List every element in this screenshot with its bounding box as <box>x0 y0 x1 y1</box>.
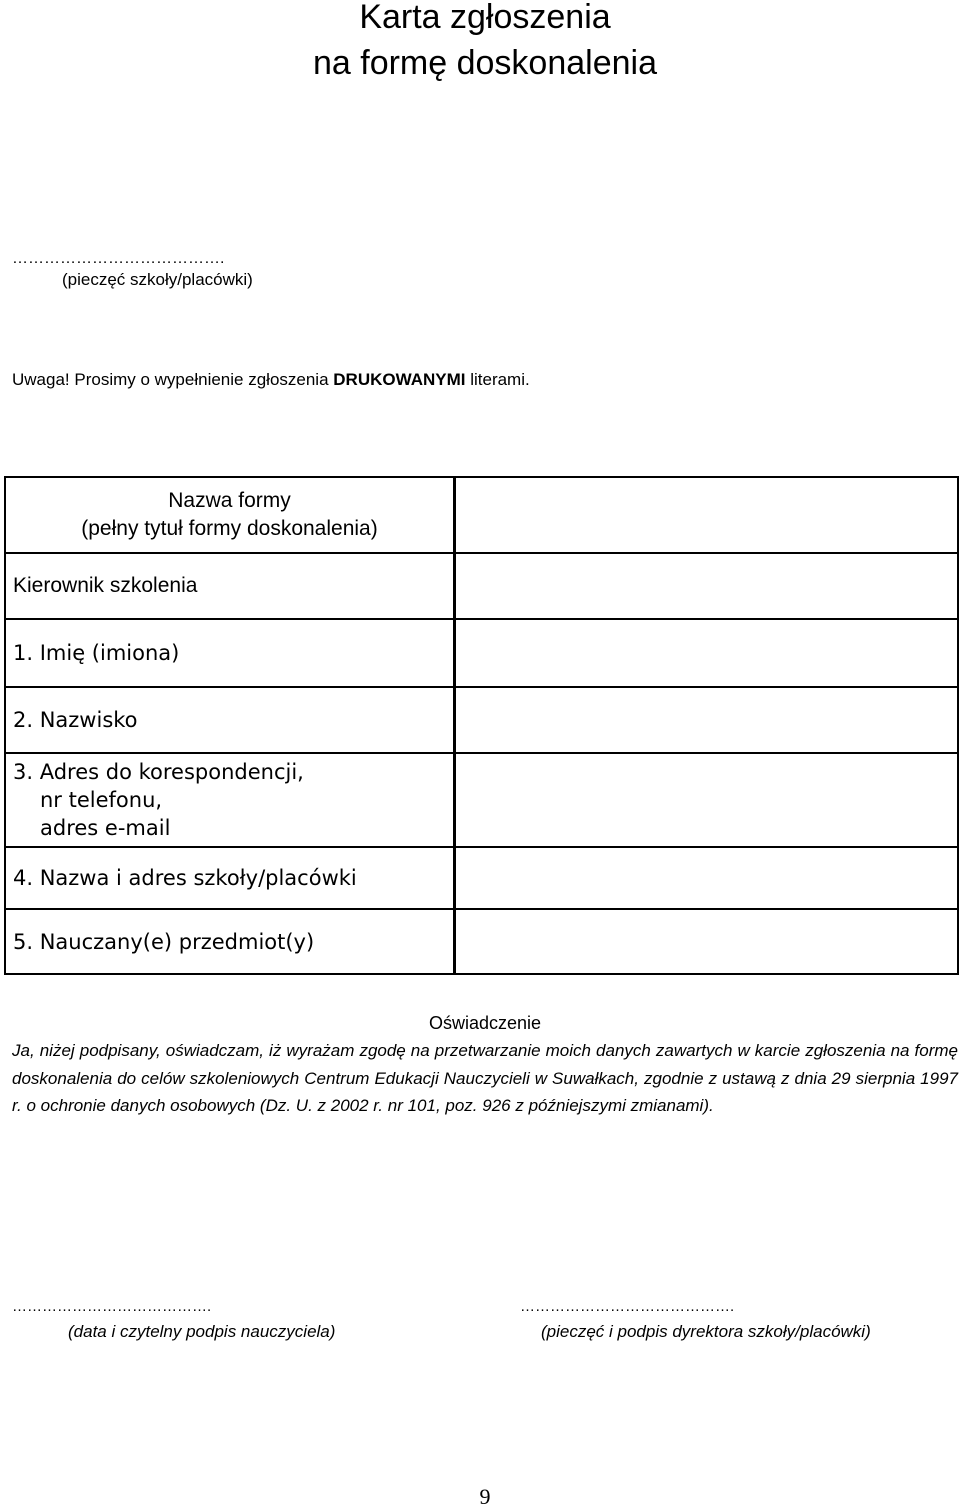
course-name-field[interactable] <box>455 477 959 553</box>
row-address <box>5 753 958 847</box>
teacher-signature-label: (data i czytelny podpis nauczyciela) <box>68 1322 336 1341</box>
director-signature-label: (pieczęć i podpis dyrektora szkoły/placówki) <box>541 1322 871 1341</box>
leader-label: Kierownik szkolenia <box>5 553 455 619</box>
teacher-signature-line: …………………………………. <box>12 1298 212 1315</box>
course-name-label-line-2: (pełny tytuł formy doskonalenia) <box>81 517 378 540</box>
subjects-label: 5. Nauczany(e) przedmiot(y) <box>5 909 455 974</box>
notice <box>12 370 530 390</box>
stamp-label: (pieczęć szkoły/placówki) <box>62 270 253 289</box>
stamp-dots: …………………………………. <box>12 250 225 267</box>
declaration-title: Oświadczenie <box>428 1013 542 1033</box>
page-number: 9 <box>479 1484 491 1509</box>
notice-suffix: literami. <box>465 370 530 389</box>
notice-emphasis: DRUKOWANYMI <box>333 370 466 389</box>
title-line-2: na formę doskonalenia <box>312 44 657 82</box>
school-field[interactable] <box>455 847 959 909</box>
first-name-label: 1. Imię (imiona) <box>5 619 455 687</box>
course-name-label-line-1: Nazwa formy <box>168 489 291 512</box>
title-line-1: Karta zgłoszenia <box>359 0 611 36</box>
registration-form-table <box>4 476 959 975</box>
row-course-name <box>5 477 958 553</box>
declaration-text: Ja, niżej podpisany, oświadczam, iż wyrażam zgodę na przetwarzanie moich danych zawartych w karcie zgłoszenia na formę doskonalenia do celów szkoleniowych Centrum Edukacji Nauczycieli w Suwałkach, zgodnie z ustawą z dnia 29 sierpnia 1997 r. o ochronie danych osobowych (Dz. U. z 2002 r. nr 101, poz. 926 z późniejszymi zmianami). <box>12 1041 958 1115</box>
last-name-label: 2. Nazwisko <box>5 687 455 753</box>
first-name-field[interactable] <box>455 619 959 687</box>
row-subjects <box>5 909 958 974</box>
address-label-line-2: nr telefonu, <box>40 788 163 812</box>
address-label <box>5 753 455 847</box>
address-label-line-3: adres e-mail <box>40 816 171 840</box>
notice-prefix: Uwaga! Prosimy o wypełnienie zgłoszenia <box>12 370 334 389</box>
row-first-name <box>5 619 958 687</box>
course-name-label <box>5 477 455 553</box>
address-label-line-1: 3. Adres do korespondencji, <box>13 760 304 784</box>
last-name-field[interactable] <box>455 687 959 753</box>
document-title <box>0 0 960 86</box>
leader-field[interactable] <box>455 553 959 619</box>
address-field[interactable] <box>455 753 959 847</box>
director-signature-line: ……………………………………. <box>520 1298 735 1315</box>
row-last-name <box>5 687 958 753</box>
row-leader <box>5 553 958 619</box>
subjects-field[interactable] <box>455 909 959 974</box>
row-school <box>5 847 958 909</box>
school-label: 4. Nazwa i adres szkoły/placówki <box>5 847 455 909</box>
